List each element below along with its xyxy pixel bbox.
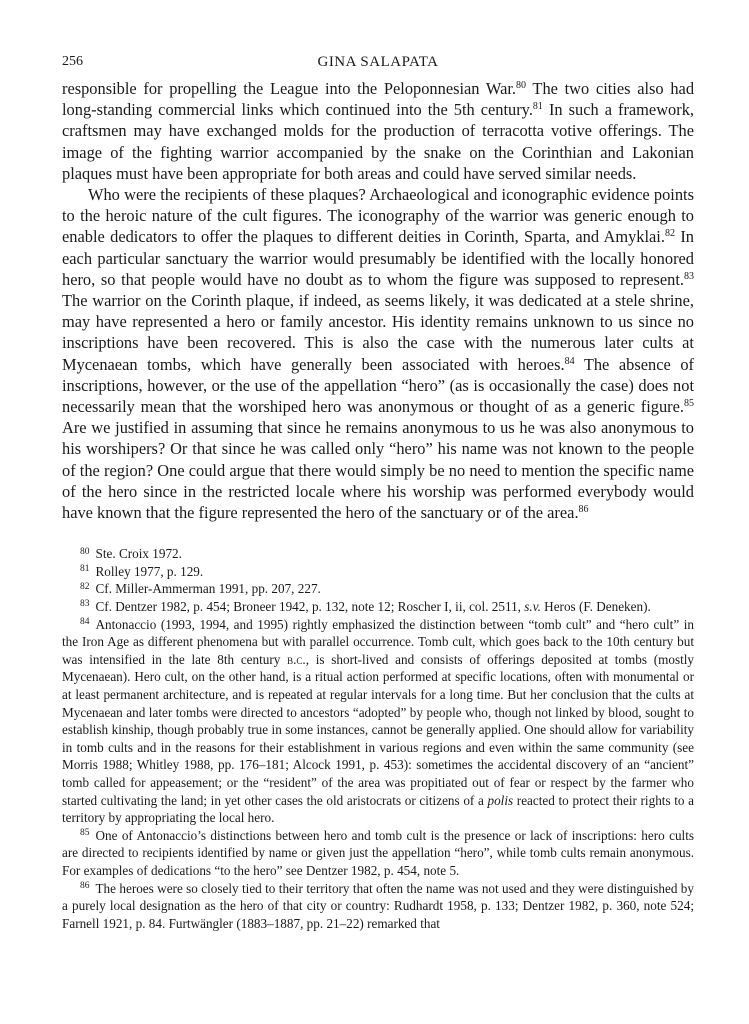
footnote-smallcaps: b.c.	[287, 651, 306, 667]
footnote-ref-84: 84	[564, 355, 575, 367]
footnote-84	[62, 616, 694, 827]
footnote-81	[62, 563, 694, 581]
page	[62, 54, 694, 932]
footnote-number: 84	[80, 616, 90, 627]
footnote-85	[62, 827, 694, 880]
footnote-text: Cf. Miller-Ammerman 1991, pp. 207, 227.	[95, 581, 321, 597]
footnote-text: Cf. Dentzer 1982, p. 454; Broneer 1942, p. 132, note 12; Roscher I, ii, col. 2511,	[95, 599, 525, 615]
footnote-83	[62, 598, 694, 616]
footnote-number: 81	[80, 564, 90, 575]
text-span: In each particular sanctuary the warrior would presumably be identified with the locally honored hero, so that people would have no doubt as to whom the figure was supposed to represent.	[62, 227, 694, 289]
footnote-number: 85	[80, 828, 90, 839]
footnote-number: 80	[80, 546, 90, 557]
paragraph-1	[62, 78, 694, 184]
footnote-text: Rolley 1977, p. 129.	[95, 563, 204, 579]
page-number: 256	[62, 54, 83, 69]
footnote-number: 82	[80, 581, 90, 592]
footnote-ref-81: 81	[532, 101, 543, 113]
footnote-ref-80: 80	[516, 80, 527, 91]
footnote-ref-83: 83	[684, 270, 694, 282]
footnotes	[62, 545, 694, 932]
body-text	[62, 78, 694, 523]
footnote-text: reacted to protect their rights to a territory by appropriating the local hero.	[62, 792, 695, 826]
footnote-82	[62, 580, 694, 598]
footnote-text: Antonaccio (1993, 1994, and 1995) rightly emphasized the distinction between “tomb cult” and “hero cult” in the Iron Age as different phenomena but with parallel occurrence. Tomb cult, which goes back to the 10th century but was intensified in the late 8th century	[62, 616, 694, 667]
footnote-text: , is short-lived and consists of offerings deposited at tombs (mostly Mycenaean). Hero cult, on the other hand, is a ritual action performed at specific locations, often with monumental or at least permanent architecture, and is repeated at regular intervals for a long time. But her conclusion that the cults at Mycenaean and later tombs were directed to ancestors “adopted” by people who, though not linked by blood, sought to establish kinship, though probably true in some instances, cannot be generally applied. One should allow for variability in tomb cults and in the reasons for their establishment in various regions and even within the same community (see Morris 1988; Whitley 1988, pp. 176–181; Alcock 1991, p. 453): sometimes the accidental discovery of an “ancient” tomb called for appeasement; or the “resident” of the area was propitiated out of fear or respect by the farmer who started cultivating the land; in yet other cases the old aristocrats or citizens of a	[62, 651, 694, 808]
paragraph-2	[62, 184, 694, 523]
text-span: Who were the recipients of these plaques? Archaeological and iconographic evidence points to the heroic nature of the cult figures. The iconography of the warrior was generic enough to enable dedicators to offer the plaques to different deities in Corinth, Sparta, and Amyklai.	[62, 185, 694, 247]
text-span: The absence of inscriptions, however, or the use of the appellation “hero” (as is occasionally the case) does not necessarily mean that the worshiped hero was anonymous or thought of as a generic figure.	[62, 354, 694, 417]
footnote-italic: s.v.	[524, 599, 541, 615]
footnote-text: Ste. Croix 1972.	[95, 546, 182, 562]
text-span: Are we justified in assuming that since he remains anonymous to us he was also anonymous to his worshipers? Or that since he was called only “hero” his name was not known to the people of the region? One could argue that there would simply be no need to mention the specific name of the hero since in the restricted locale where his worship was performed everybody would have known that the figure represented the hero of the sanctuary or of the area.	[62, 418, 694, 523]
footnote-80	[62, 545, 694, 563]
footnote-ref-86: 86	[578, 504, 589, 516]
running-title: GINA SALAPATA	[317, 54, 439, 70]
footnote-text: Heros (F. Deneken).	[540, 599, 651, 615]
text-span: responsible for propelling the League into the Peloponnesian War.	[62, 79, 517, 98]
footnote-italic: polis	[487, 792, 514, 808]
text-span: The warrior on the Corinth plaque, if indeed, as seems likely, it was dedicated at a stele shrine, may have represented a hero or family ancestor. His identity remains unknown to us since no inscriptions have been recovered. This is also the case with the numerous later cults at Mycenaean tombs, which have generally been associated with heroes.	[62, 291, 694, 374]
footnote-text: One of Antonaccio’s distinctions between hero and tomb cult is the presence or lack of inscriptions: hero cults are directed to recipients identified by name or given just the appellation “hero”, while tomb cults remain anonymous. For examples of dedications “to the hero” see Dentzer 1982, p. 454, note 5.	[62, 827, 694, 878]
running-head	[62, 54, 694, 78]
text-span: In such a framework, craftsmen may have exchanged molds for the production of terracotta votive offerings. The image of the fighting warrior accompanied by the snake on the Corinthian and Lakonian plaques must have been appropriate for both areas and could have served similar needs.	[62, 100, 694, 183]
footnote-number: 86	[80, 880, 90, 891]
footnote-86	[62, 880, 694, 933]
text-span: The two cities also had long-standing commercial links which continued into the 5th century.	[62, 79, 695, 120]
footnote-ref-82: 82	[664, 228, 675, 240]
footnote-text: The heroes were so closely tied to their territory that often the name was not used and they were distinguished by a purely local designation as the hero of that city or country: Rudhardt 1958, p. 133; Dentzer 1982, p. 360, note 524; Farnell 1921, p. 84. Furtwängler (1883–1887, pp. 21–22) remarked that	[62, 880, 694, 931]
footnote-number: 83	[80, 599, 90, 610]
footnote-ref-85: 85	[684, 398, 694, 410]
